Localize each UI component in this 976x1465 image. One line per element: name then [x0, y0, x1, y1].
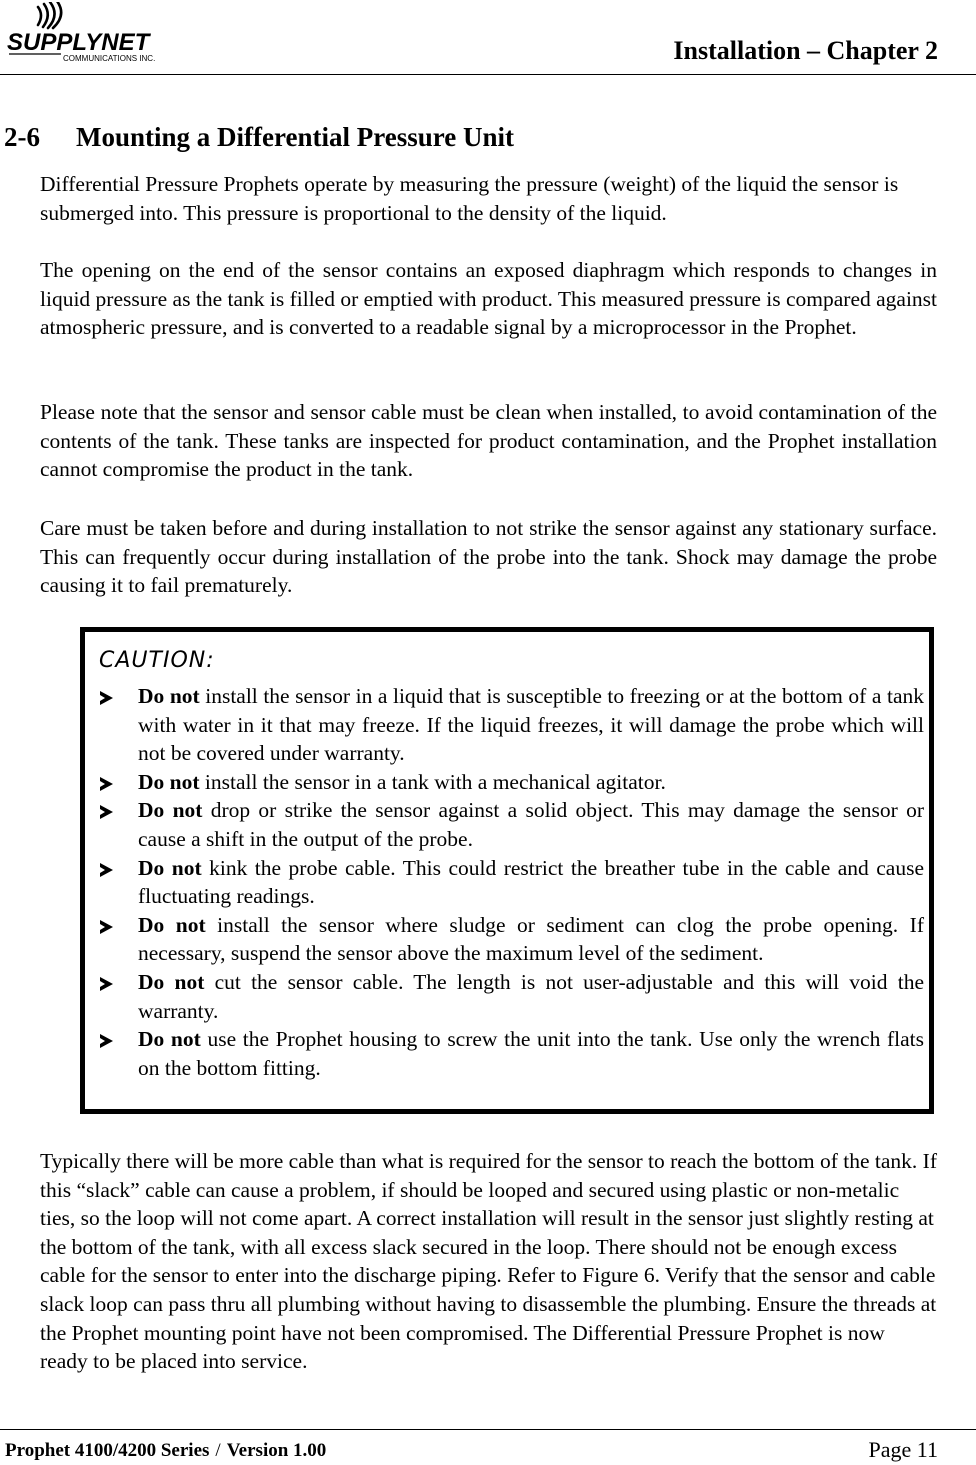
- footer-separator: /: [215, 1440, 221, 1461]
- caution-text: install the sensor where sludge or sediment can clog the probe opening. If necessary, suspend the sensor above the maximum level of the sediment.: [138, 912, 924, 966]
- paragraph-4: Care must be taken before and during installation to not strike the sensor against any stationary surface. This can frequently occur during installation of the probe into the tank. Shock may damage the probe causing it to fail prematurely.: [40, 516, 937, 598]
- section-title: Mounting a Differential Pressure Unit: [76, 122, 514, 152]
- supplynet-logo: [5, 2, 165, 66]
- logo-subtitle: COMMUNICATIONS INC.: [63, 54, 156, 63]
- caution-text: kink the probe cable. This could restrict the breather tube in the cable and cause fluctuating readings.: [138, 855, 924, 909]
- caution-item-4: [99, 854, 924, 911]
- caution-text: install the sensor in a liquid that is susceptible to freezing or at the bottom of a tank with water in it that may freeze. If the liquid freezes, it will damage the probe which will not be covered under warranty.: [138, 684, 924, 766]
- arrow-bullet-icon: [100, 977, 113, 991]
- section-number: 2-6: [4, 122, 40, 152]
- caution-box: [80, 627, 934, 1114]
- arrow-bullet-icon: [100, 777, 113, 791]
- caution-lead: Do not: [138, 912, 206, 937]
- arrow-bullet-icon: [100, 691, 113, 705]
- section-heading: [4, 122, 514, 153]
- caution-text: cut the sensor cable. The length is not user-adjustable and this will void the warranty.: [138, 969, 924, 1023]
- arrow-bullet-icon: [100, 1034, 113, 1048]
- paragraph-2: The opening on the end of the sensor contains an exposed diaphragm which responds to changes in liquid pressure as the tank is filled or emptied with product. This measured pressure is compared against atmospheric pressure, and is converted to a readable signal by a microprocessor in the Prophet.: [40, 258, 938, 340]
- caution-lead: Do not: [138, 798, 203, 823]
- caution-lead: Do not: [138, 1027, 201, 1052]
- caution-lead: Do not: [138, 769, 200, 794]
- paragraph-3: Please note that the sensor and sensor cable must be clean when installed, to avoid contamination of the contents of the tank. These tanks are inspected for product contamination, and the Prophet installation cannot compromise the product in the tank.: [40, 400, 937, 482]
- caution-list: [99, 682, 924, 1082]
- page-header: [0, 0, 976, 76]
- caution-item-3: [99, 796, 924, 853]
- caution-lead: Do not: [138, 969, 205, 994]
- caution-text: use the Prophet housing to screw the unit into the tank. Use only the wrench flats on the bottom fitting.: [138, 1027, 924, 1080]
- caution-item-2: [99, 768, 924, 797]
- footer-series: [5, 1440, 326, 1462]
- logo-wordmark: SUPPLYNET: [7, 29, 150, 56]
- caution-item-6: [99, 968, 924, 1025]
- caution-lead: Do not: [138, 684, 200, 708]
- footer-divider: [0, 1429, 976, 1430]
- paragraph-5: Typically there will be more cable than what is required for the sensor to reach the bottom of the tank. If this “slack” cable can cause a problem, if should be looped and secured using plastic or non-metalic ties, so the loop will not come apart. A correct installation will result in the sensor just slightly resting at the bottom of the tank, with all excess slack secured in the loop. There should not be enough excess cable for the sensor to enter into the discharge piping. Refer to Figure 6. Verify that the sensor and cable slack loop can pass thru all plumbing without having to disassemble the plumbing. Ensure the threads at the Prophet mounting point have not been compromised. The Differential Pressure Prophet is now ready to be placed into service.: [40, 1149, 938, 1374]
- caution-title: CAUTION:: [99, 648, 215, 673]
- chapter-title: Installation – Chapter 2: [673, 36, 938, 65]
- header-divider: [0, 74, 976, 75]
- caution-text: install the sensor in a tank with a mechanical agitator.: [199, 769, 666, 794]
- footer-series-name: Prophet 4100/4200 Series: [5, 1440, 210, 1461]
- paragraph-1: Differential Pressure Prophets operate by measuring the pressure (weight) of the liquid the sensor is submerged into. This pressure is proportional to the density of the liquid.: [40, 172, 899, 225]
- arrow-bullet-icon: [100, 805, 113, 819]
- footer-version: Version 1.00: [226, 1440, 327, 1461]
- caution-item-5: [99, 911, 924, 968]
- caution-item-7: [99, 1025, 924, 1082]
- arrow-bullet-icon: [100, 920, 113, 934]
- caution-text: drop or strike the sensor against a solid object. This may damage the sensor or cause a shift in the output of the probe.: [138, 798, 924, 851]
- caution-lead: Do not: [138, 855, 202, 880]
- caution-item-1: [99, 682, 924, 768]
- page-number: Page 11: [868, 1437, 938, 1462]
- arrow-bullet-icon: [100, 863, 113, 877]
